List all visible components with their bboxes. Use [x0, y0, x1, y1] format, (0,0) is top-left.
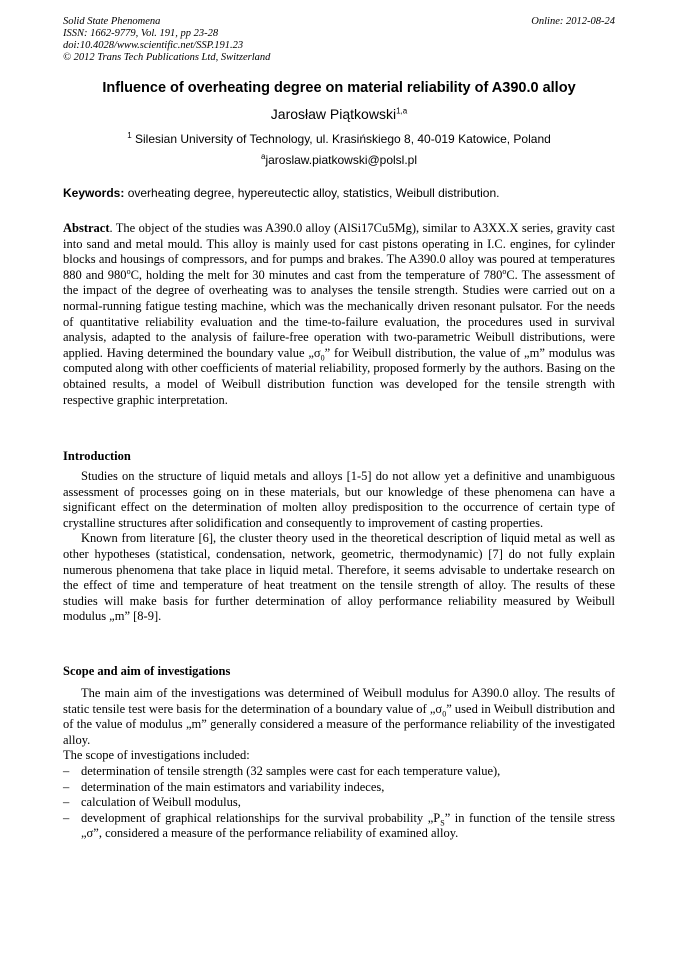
abstract-text-1: . The object of the studies was A390.0 alloy (AlSi17Cu5Mg), similar to A3XX.X series, gravity cast into sand and metal mould. This alloy is mainly used for cast pistons operating in I.C. engines, for cylinder blocks and housings of compressors, and for pumps and brakes. The A390.0 alloy was poured at temperatures 880 and 980: [63, 221, 615, 282]
affiliation-line: [40, 132, 638, 146]
journal-issn: ISSN: 1662-9779, Vol. 191, pp 23-28: [63, 28, 219, 39]
list-item: – determination of the main estimators and variability indeces,: [63, 780, 615, 796]
introduction-paragraph-2: Known from literature [6], the cluster theory used in the theoretical description of liquid metal as well as other hypotheses (statistical, condensation, network, geometric, thermodynamic) [7] do not fully explain numerous phenomena that take place in liquid metal. Therefore, it seems advisable to undertake research on the effect of time and temperature of heat treatment on the tensile strength of alloy. The results of these studies will make basis for further determination of alloy performance reliability measured by Weibull modulus „m” [8-9].: [63, 531, 615, 624]
introduction-heading: Introduction: [63, 449, 131, 463]
scope-text-1b: ” used in Weibull distribution and of the value of modulus „m” generally considered a measure of the performance reliability of the investigated alloy.: [63, 701, 615, 747]
keywords-line: [63, 186, 615, 200]
list-item: [63, 811, 615, 842]
introduction-paragraph-1: Studies on the structure of liquid metals and alloys [1-5] do not allow yet a definitive and unambiguous assessment of processes going on in these materials, but our knowledge of these phenomena can have a significant effect on the determination of molten alloy predisposition to the occurrence of certain type of crystalline structures after solidification and consequently to improvement of casting properties.: [63, 469, 615, 530]
sigma-sub: 0: [320, 353, 325, 363]
online-date: Online: 2012-08-24: [531, 16, 615, 27]
introduction-section: [63, 469, 615, 625]
list-item-text-b: ” in function of the tensile stress „σ”, considered a measure of the performance reliability of examined alloy.: [81, 810, 615, 841]
abstract-label: Abstract: [63, 221, 110, 235]
abstract-text-2: C, holding the melt for 30 minutes and cast from the temperature of 780: [130, 267, 503, 282]
abstract-text-3: C. The assessment of the impact of the degree of overheating was to analyses the tensile strength. Studies were carried out on a normal-running fatigue testing machine, which was the mechanically driven resonant pulsator. For the needs of quantitative reliability evaluation and the time-to-failure evaluation, the procedures used in survival analysis, adapted to the analysis of failure-free operation with two-parametric Weibull distributions, were applied. Having determined the boundary value „σ: [63, 267, 615, 360]
list-item-text-a: development of graphical relationships for the survival probability „P: [81, 810, 441, 825]
journal-name: Solid State Phenomena: [63, 16, 161, 27]
email-address: jaroslaw.piatkowski@polsl.pl: [265, 153, 418, 167]
author-line: [40, 106, 638, 122]
scope-text-1a: The main aim of the investigations was determined of Weibull modulus for A390.0 alloy. The results of static tensile test were basis for the determination of a boundary value of „σ: [63, 686, 615, 716]
author-sup: 1,a: [396, 106, 408, 116]
abstract-text-4: ” for Weibull distribution, the value of „m” modulus was computed along with other coefficients of material reliability, proposed formerly by the authors. Basing on the obtained results, a model of Weibull distribution function was developed for the tensile strength with respective graphic interpretation.: [63, 345, 616, 407]
degree-sup-1: o: [126, 266, 131, 276]
ps-sub: S: [440, 818, 445, 828]
abstract-paragraph: [63, 221, 615, 408]
keywords-label: Keywords:: [63, 186, 125, 200]
scope-heading: Scope and aim of investigations: [63, 664, 231, 678]
journal-copyright: © 2012 Trans Tech Publications Ltd, Switzerland: [63, 52, 271, 63]
journal-doi: doi:10.4028/www.scientific.net/SSP.191.23: [63, 40, 244, 51]
scope-paragraph-2: The scope of investigations included:: [63, 748, 250, 763]
scope-section: [63, 686, 615, 842]
paper-title: Influence of overheating degree on material reliability of A390.0 alloy: [102, 80, 576, 96]
email-sup: a: [260, 152, 266, 161]
keywords-text: overheating degree, hypereutectic alloy, statistics, Weibull distribution.: [127, 186, 500, 200]
author-name: Jarosław Piątkowski: [270, 106, 397, 122]
scope-sigma-sub: 0: [442, 709, 447, 719]
affiliation-text: Silesian University of Technology, ul. Krasińskiego 8, 40-019 Katowice, Poland: [135, 132, 551, 146]
degree-sup-2: o: [502, 266, 507, 276]
scope-list: [63, 764, 615, 842]
scope-paragraph-1: [63, 686, 615, 748]
list-item: – calculation of Weibull modulus,: [63, 795, 615, 811]
journal-header: [63, 16, 615, 64]
email-line: [40, 153, 638, 167]
list-item: – determination of tensile strength (32 samples were cast for each temperature value),: [63, 764, 615, 780]
affiliation-sup: 1: [127, 131, 132, 140]
